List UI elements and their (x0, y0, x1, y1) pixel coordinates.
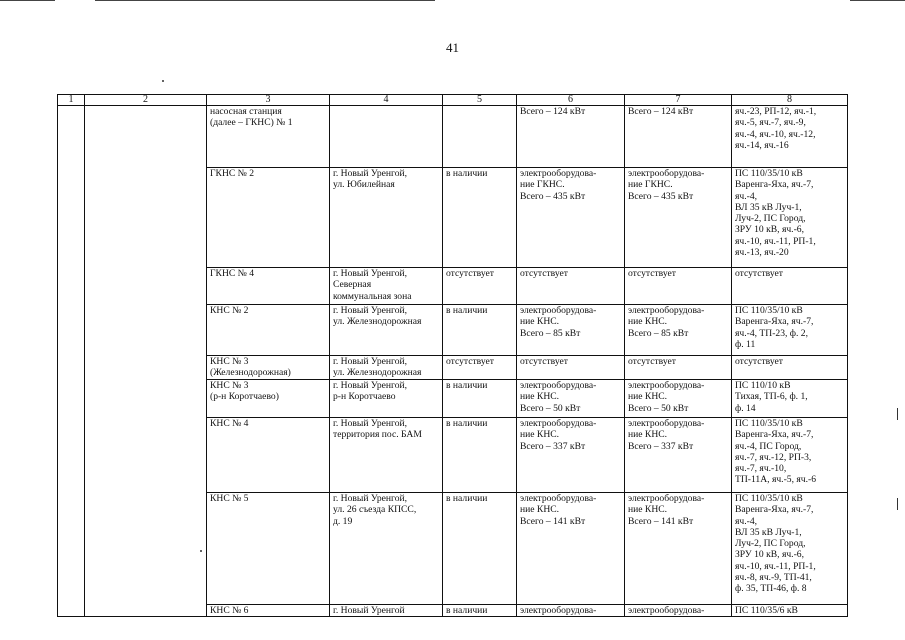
table-cell: электрооборудова- ние КНС. Всего – 337 кВт (517, 418, 625, 493)
table-cell: КНС № 3 (Железнодорожная) (207, 356, 330, 380)
table-cell (443, 106, 517, 168)
table-cell: насосная станция (далее – ГКНС) № 1 (207, 106, 330, 168)
data-table (57, 94, 848, 617)
table-cell: Всего – 124 кВт (625, 106, 732, 168)
table-cell: КНС № 6 (207, 605, 330, 617)
table-cell: электрооборудова- ние ГКНС. Всего – 435 кВт (517, 168, 625, 268)
table-cell: г. Новый Уренгой, ул. Юбилейная (330, 168, 443, 268)
table-cell: ПС 110/35/10 кВ Варенга-Яха, яч.-7, яч.-4, ПС Город, яч.-7, яч.-12, РП-3, яч.-7, яч.-10, ТП-11А, яч.-5, яч.-6 (732, 418, 848, 493)
table-cell: отсутствует (732, 268, 848, 305)
table-cell: в наличии (443, 418, 517, 493)
table-cell: отсутствует (625, 356, 732, 380)
table-cell: в наличии (443, 605, 517, 617)
table-cell: отсутствует (443, 356, 517, 380)
table-cell: КНС № 2 (207, 305, 330, 356)
table-row (58, 106, 848, 168)
table-cell: ПС 110/35/10 кВ Варенга-Яха, яч.-7, яч.-4, ВЛ 35 кВ Луч-1, Луч-2, ПС Город, ЗРУ 10 кВ, яч.-6, яч.-10, яч.-11, РП-1, яч.-13, яч.-20 (732, 168, 848, 268)
column-header: 6 (517, 95, 625, 106)
table-cell: электрооборудова- ние ГКНС. Всего – 435 кВт (625, 168, 732, 268)
column-header: 7 (625, 95, 732, 106)
table-cell: КНС № 5 (207, 493, 330, 605)
table-cell: в наличии (443, 168, 517, 268)
table-cell: электрооборудова- ние КНС. Всего – 141 кВт (517, 493, 625, 605)
table-cell: электрооборудова- ние КНС. Всего – 85 кВт (625, 305, 732, 356)
table-cell: в наличии (443, 380, 517, 418)
table-cell: в наличии (443, 493, 517, 605)
table-cell: отсутствует (443, 268, 517, 305)
column-header: 3 (207, 95, 330, 106)
scan-mark (897, 408, 898, 420)
table-cell: электрооборудова- (517, 605, 625, 617)
table-cell: электрооборудова- ние КНС. Всего – 50 кВт (517, 380, 625, 418)
table-cell: ПС 110/35/6 кВ (732, 605, 848, 617)
table-cell: г. Новый Уренгой, р-н Коротчаево (330, 380, 443, 418)
column-header: 1 (58, 95, 85, 106)
table-cell: ПС 110/35/10 кВ Варенга-Яха, яч.-7, яч.-4, ТП-23, ф. 2, ф. 11 (732, 305, 848, 356)
table-cell: КНС № 4 (207, 418, 330, 493)
column-header: 2 (85, 95, 207, 106)
top-rule-center (95, 0, 435, 1)
scan-speck (162, 80, 164, 82)
table-cell: отсутствует (732, 356, 848, 380)
table-cell: г. Новый Уренгой, ул. 26 съезда КПСС, д. 19 (330, 493, 443, 605)
table-cell: отсутствует (517, 356, 625, 380)
table-cell: отсутствует (625, 268, 732, 305)
table-cell: ГКНС № 2 (207, 168, 330, 268)
table-cell (58, 106, 85, 617)
table-cell (330, 106, 443, 168)
top-rule-left (0, 0, 55, 1)
table-cell: электрооборудова- (625, 605, 732, 617)
table-cell: г. Новый Уренгой, ул. Железнодорожная (330, 305, 443, 356)
header-row (58, 95, 848, 106)
table-cell: ГКНС № 4 (207, 268, 330, 305)
column-header: 4 (330, 95, 443, 106)
table-cell: г. Новый Уренгой, ул. Железнодорожная (330, 356, 443, 380)
table-cell: отсутствует (517, 268, 625, 305)
table-cell: КНС № 3 (р-н Коротчаево) (207, 380, 330, 418)
scan-mark (897, 498, 898, 510)
table-cell (85, 106, 207, 617)
page-number: 41 (446, 40, 459, 55)
table-cell: ПС 110/10 кВ Тихая, ТП-6, ф. 1, ф. 14 (732, 380, 848, 418)
table-cell: г. Новый Уренгой (330, 605, 443, 617)
table-cell: в наличии (443, 305, 517, 356)
table-cell: г. Новый Уренгой, Северная коммунальная зона (330, 268, 443, 305)
column-header: 8 (732, 95, 848, 106)
column-header: 5 (443, 95, 517, 106)
table-cell: электрооборудова- ние КНС. Всего – 141 кВт (625, 493, 732, 605)
table-cell: яч.-23, РП-12, яч.-1, яч.-5, яч.-7, яч.-9, яч.-4, яч.-10, яч.-12, яч.-14, яч.-16 (732, 106, 848, 168)
table-cell: электрооборудова- ние КНС. Всего – 337 кВт (625, 418, 732, 493)
table-cell: ПС 110/35/10 кВ Варенга-Яха, яч.-7, яч.-4, ВЛ 35 кВ Луч-1, Луч-2, ПС Город, ЗРУ 10 кВ, яч.-6, яч.-10, яч.-11, РП-1, яч.-8, яч.-9, ТП-41, ф. 35, ТП-46, ф. 8 (732, 493, 848, 605)
table-cell: электрооборудова- ние КНС. Всего – 85 кВт (517, 305, 625, 356)
table-cell: Всего – 124 кВт (517, 106, 625, 168)
table-cell: электрооборудова- ние КНС. Всего – 50 кВт (625, 380, 732, 418)
top-rule-right (850, 0, 905, 1)
table-cell: г. Новый Уренгой, территория пос. БАМ (330, 418, 443, 493)
